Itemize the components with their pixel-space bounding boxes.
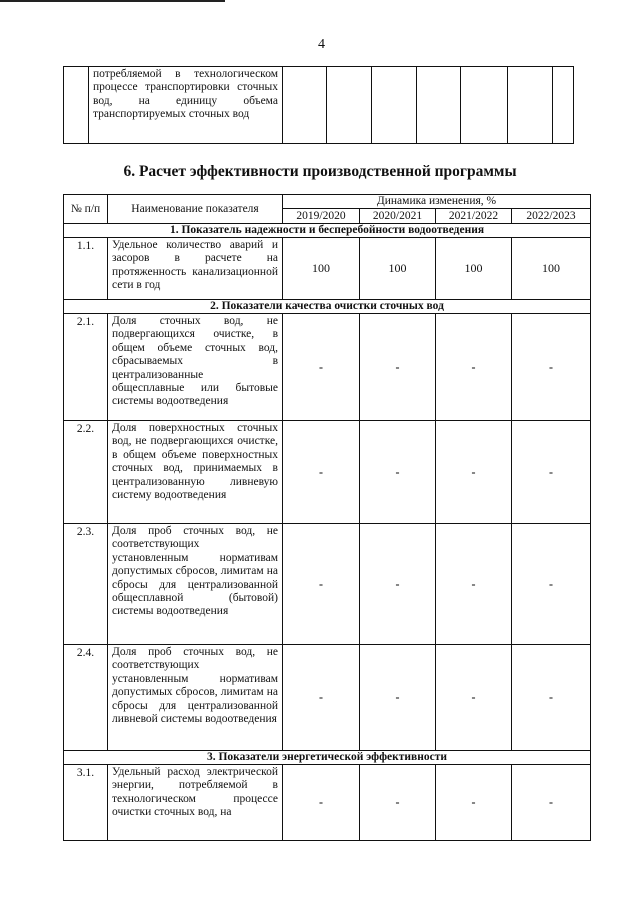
row-value: - xyxy=(283,421,360,524)
section-title: 6. Расчет эффективности производственной программы xyxy=(123,163,517,180)
row-value: - xyxy=(436,765,512,841)
header-year: 2022/2023 xyxy=(512,209,591,224)
row-value: - xyxy=(512,314,591,421)
row-number: 2.4. xyxy=(64,645,108,751)
row-description: Доля сточных вод, не подвергающихся очистке, в общем объеме сточных вод, сбрасываемых в централизованные общесплавные или бытовые системы водоотведения xyxy=(108,314,283,421)
row-number: 3.1. xyxy=(64,765,108,841)
section-heading: 2. Показатели качества очистки сточных вод xyxy=(64,300,591,314)
row-description: Удельный расход электрической энергии, потребляемой в технологическом процессе очистки сточных вод, на xyxy=(108,765,283,841)
row-description: Доля проб сточных вод, не соответствующих установленным нормативам допустимых сбросов, лимитам на сбросы для централизованной общесплавной (бытовой) системы водоотведения xyxy=(108,524,283,645)
row-description: Удельное количество аварий и засоров в расчете на протяженность канализационной сети в год xyxy=(108,238,283,300)
continuation-description: потребляемой в технологическом процессе транспортировки сточных вод, на единицу объема транспортируемых сточных вод xyxy=(89,67,283,144)
row-value: - xyxy=(360,765,436,841)
row-value: - xyxy=(283,524,360,645)
header-num: № п/п xyxy=(64,195,108,224)
row-value: - xyxy=(360,645,436,751)
row-value: - xyxy=(436,645,512,751)
section-heading: 3. Показатели энергетической эффективности xyxy=(64,751,591,765)
row-value: - xyxy=(436,421,512,524)
efficiency-table xyxy=(63,194,591,841)
row-value: 100 xyxy=(436,238,512,300)
header-year: 2019/2020 xyxy=(283,209,360,224)
page-number: 4 xyxy=(318,37,325,52)
header-year: 2020/2021 xyxy=(360,209,436,224)
section-heading: 1. Показатель надежности и бесперебойности водоотведения xyxy=(64,224,591,238)
row-description: Доля проб сточных вод, не соответствующих установленным нормативам допустимых сбросов, лимитам на сбросы для централизованной ливневой системы водоотведения xyxy=(108,645,283,751)
row-value: - xyxy=(360,421,436,524)
row-value: - xyxy=(436,524,512,645)
row-value: - xyxy=(360,524,436,645)
row-value: - xyxy=(512,765,591,841)
row-value: - xyxy=(283,314,360,421)
row-number: 2.2. xyxy=(64,421,108,524)
top-rule xyxy=(0,0,225,2)
header-dynamics: Динамика изменения, % xyxy=(283,195,591,209)
row-value: - xyxy=(436,314,512,421)
row-value: - xyxy=(512,645,591,751)
row-number: 2.1. xyxy=(64,314,108,421)
row-value: - xyxy=(283,765,360,841)
row-value: - xyxy=(283,645,360,751)
header-name: Наименование показателя xyxy=(108,195,283,224)
row-value: - xyxy=(360,314,436,421)
continuation-table xyxy=(63,66,574,144)
row-value: 100 xyxy=(360,238,436,300)
header-year: 2021/2022 xyxy=(436,209,512,224)
row-value: - xyxy=(512,524,591,645)
continuation-num-cell xyxy=(64,67,89,144)
row-value: - xyxy=(512,421,591,524)
row-number: 2.3. xyxy=(64,524,108,645)
row-number: 1.1. xyxy=(64,238,108,300)
row-value: 100 xyxy=(283,238,360,300)
row-description: Доля поверхностных сточных вод, не подвергающихся очистке, в общем объеме поверхностных сточных вод, принимаемых в централизованную ливневую систему водоотведения xyxy=(108,421,283,524)
row-value: 100 xyxy=(512,238,591,300)
